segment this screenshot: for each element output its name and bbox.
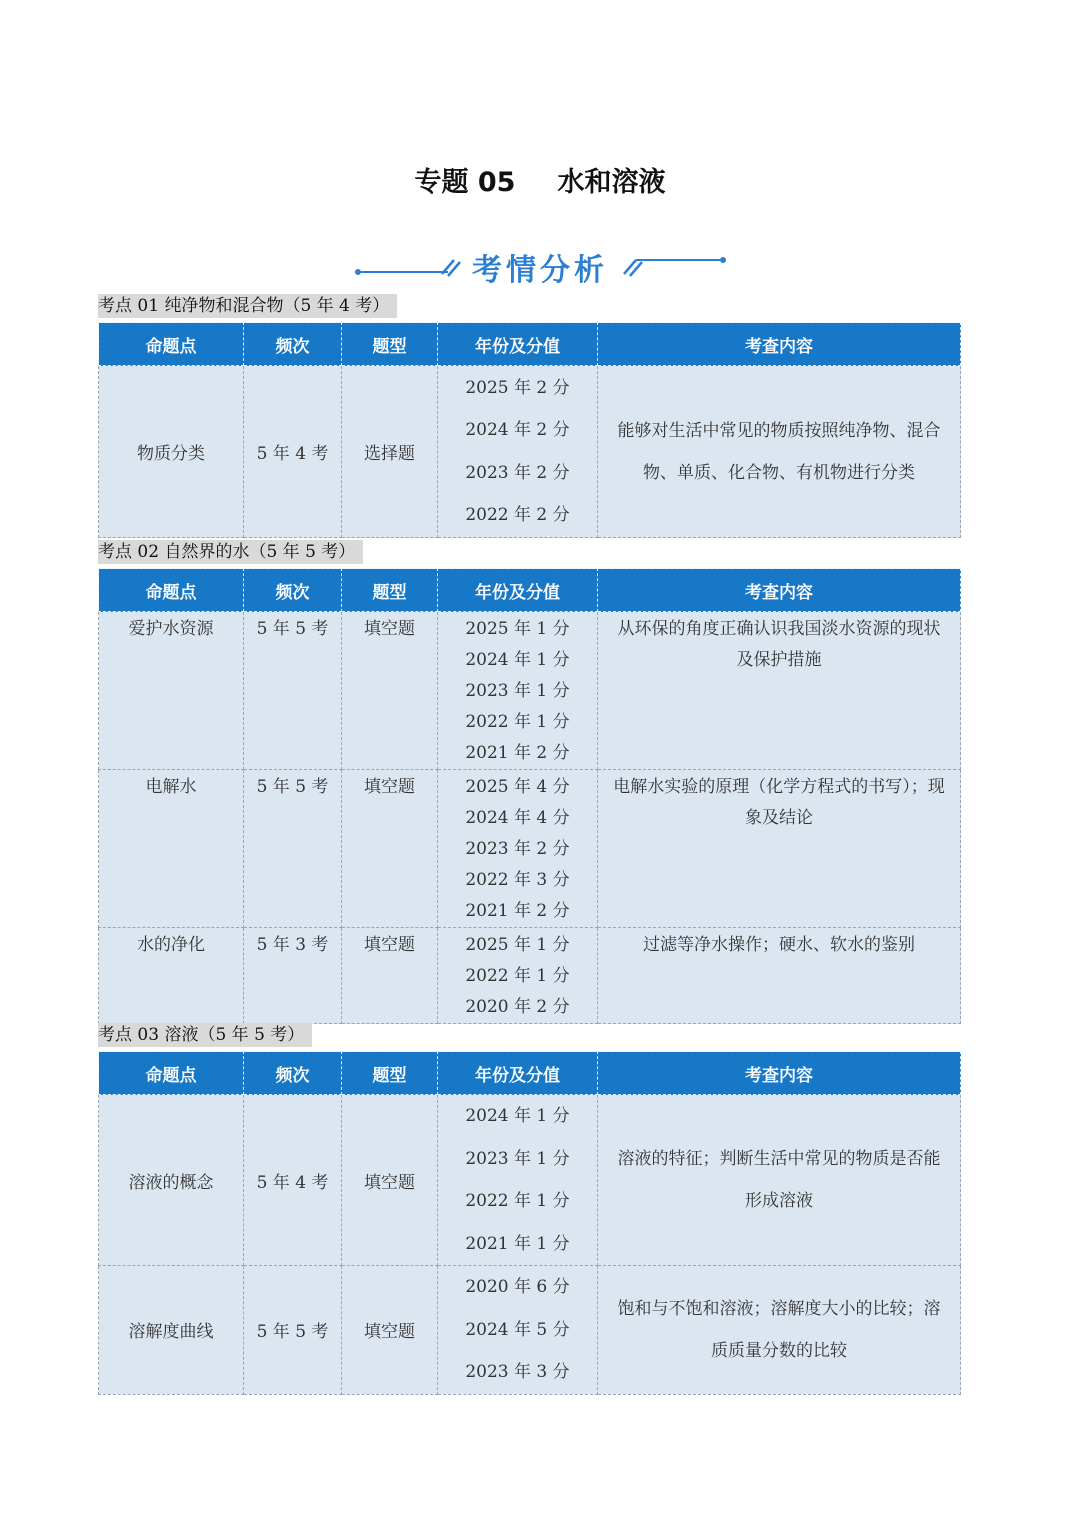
- year-score: 2022 年 2 分: [465, 505, 570, 525]
- table-row: [99, 612, 961, 770]
- table-section-03: [98, 1051, 961, 1395]
- year-score: 2022 年 3 分: [465, 870, 570, 890]
- section-label-02: 考点 02 自然界的水（5 年 5 考）: [98, 540, 363, 564]
- cell-frequency: 5 年 5 考: [244, 770, 342, 928]
- content-text: 电解水实验的原理（化学方程式的书写）；现象及结论: [613, 777, 945, 828]
- year-score: 2023 年 1 分: [465, 1148, 570, 1169]
- year-score: 2022 年 1 分: [465, 966, 570, 986]
- table-header-row: [99, 569, 961, 612]
- content-text: 饱和与不饱和溶液；溶解度大小的比较；溶质质量分数的比较: [617, 1298, 941, 1361]
- header-frequency: 频次: [244, 323, 342, 366]
- content-text: 溶液的特征；判断生活中常见的物质是否能形成溶液: [617, 1149, 941, 1211]
- table-header-row: [99, 323, 961, 366]
- year-score: 2022 年 1 分: [465, 712, 570, 732]
- cell-frequency: 5 年 4 考: [244, 366, 342, 538]
- cell-point: 电解水: [99, 770, 244, 928]
- header-frequency: 频次: [244, 569, 342, 612]
- cell-type: 填空题: [342, 612, 438, 770]
- table-row: [99, 1266, 961, 1395]
- header-type: 题型: [342, 323, 438, 366]
- cell-content: [598, 928, 961, 1024]
- year-score: 2024 年 5 分: [465, 1319, 570, 1340]
- year-score: 2023 年 2 分: [465, 839, 570, 859]
- title-topic: 水和溶液: [557, 167, 666, 198]
- content-text: 从环保的角度正确认识我国淡水资源的现状及保护措施: [617, 619, 941, 670]
- cell-type: 选择题: [342, 366, 438, 538]
- cell-frequency: 5 年 4 考: [244, 1095, 342, 1266]
- cell-frequency: 5 年 5 考: [244, 612, 342, 770]
- cell-frequency: 5 年 3 考: [244, 928, 342, 1024]
- year-score: 2025 年 1 分: [465, 619, 570, 639]
- header-type: 题型: [342, 569, 438, 612]
- header-years: 年份及分值: [438, 323, 598, 366]
- cell-content: [598, 612, 961, 770]
- year-score: 2022 年 1 分: [465, 1191, 570, 1211]
- year-score: 2021 年 2 分: [465, 901, 570, 921]
- year-score: 2024 年 4 分: [465, 808, 570, 828]
- cell-point: 水的净化: [99, 928, 244, 1024]
- header-content: 考查内容: [598, 1052, 961, 1095]
- section-label-03: 考点 03 溶液（5 年 5 考）: [98, 1023, 312, 1047]
- cell-content: [598, 1095, 961, 1266]
- cell-years: [438, 1266, 598, 1395]
- table-section-01: [98, 322, 961, 538]
- cell-type: 填空题: [342, 1095, 438, 1266]
- year-score: 2023 年 1 分: [465, 681, 570, 701]
- year-score: 2021 年 1 分: [465, 1233, 570, 1254]
- header-point: 命题点: [99, 1052, 244, 1095]
- header-content: 考查内容: [598, 323, 961, 366]
- table-row: [99, 770, 961, 928]
- header-type: 题型: [342, 1052, 438, 1095]
- cell-years: [438, 612, 598, 770]
- header-years: 年份及分值: [438, 569, 598, 612]
- year-score: 2025 年 4 分: [465, 777, 570, 797]
- year-score: 2021 年 2 分: [465, 743, 570, 763]
- cell-type: 填空题: [342, 770, 438, 928]
- cell-content: [598, 1266, 961, 1395]
- year-score: 2024 年 1 分: [465, 650, 570, 670]
- cell-years: [438, 366, 598, 538]
- year-score: 2023 年 3 分: [465, 1362, 570, 1382]
- year-score: 2024 年 1 分: [465, 1106, 570, 1126]
- year-score: 2023 年 2 分: [465, 462, 570, 483]
- cell-content: [598, 366, 961, 538]
- table-row: [99, 928, 961, 1024]
- cell-point: 溶液的概念: [99, 1095, 244, 1266]
- header-content: 考查内容: [598, 569, 961, 612]
- content-text: 过滤等净水操作；硬水、软水的鉴别: [643, 935, 915, 955]
- header-point: 命题点: [99, 323, 244, 366]
- header-frequency: 频次: [244, 1052, 342, 1095]
- year-score: 2025 年 2 分: [465, 377, 570, 398]
- year-score: 2020 年 2 分: [465, 997, 570, 1017]
- year-score: 2025 年 1 分: [465, 935, 570, 955]
- table-row: [99, 1095, 961, 1266]
- banner-title: 考情分析: [472, 253, 608, 288]
- header-point: 命题点: [99, 569, 244, 612]
- year-score: 2020 年 6 分: [465, 1277, 570, 1297]
- content-text: 能够对生活中常见的物质按照纯净物、混合物、单质、化合物、有机物进行分类: [617, 420, 941, 483]
- cell-type: 填空题: [342, 1266, 438, 1395]
- cell-years: [438, 1095, 598, 1266]
- cell-point: 物质分类: [99, 366, 244, 538]
- cell-frequency: 5 年 5 考: [244, 1266, 342, 1395]
- cell-content: [598, 770, 961, 928]
- table-header-row: [99, 1052, 961, 1095]
- page-title: [0, 160, 1080, 199]
- cell-type: 填空题: [342, 928, 438, 1024]
- cell-point: 爱护水资源: [99, 612, 244, 770]
- table-section-02: [98, 568, 961, 1024]
- title-number: 专题 05: [414, 167, 516, 198]
- header-years: 年份及分值: [438, 1052, 598, 1095]
- cell-point: 溶解度曲线: [99, 1266, 244, 1395]
- section-label-01: 考点 01 纯净物和混合物（5 年 4 考）: [98, 294, 397, 318]
- year-score: 2024 年 2 分: [465, 420, 570, 440]
- table-row: [99, 366, 961, 538]
- cell-years: [438, 770, 598, 928]
- cell-years: [438, 928, 598, 1024]
